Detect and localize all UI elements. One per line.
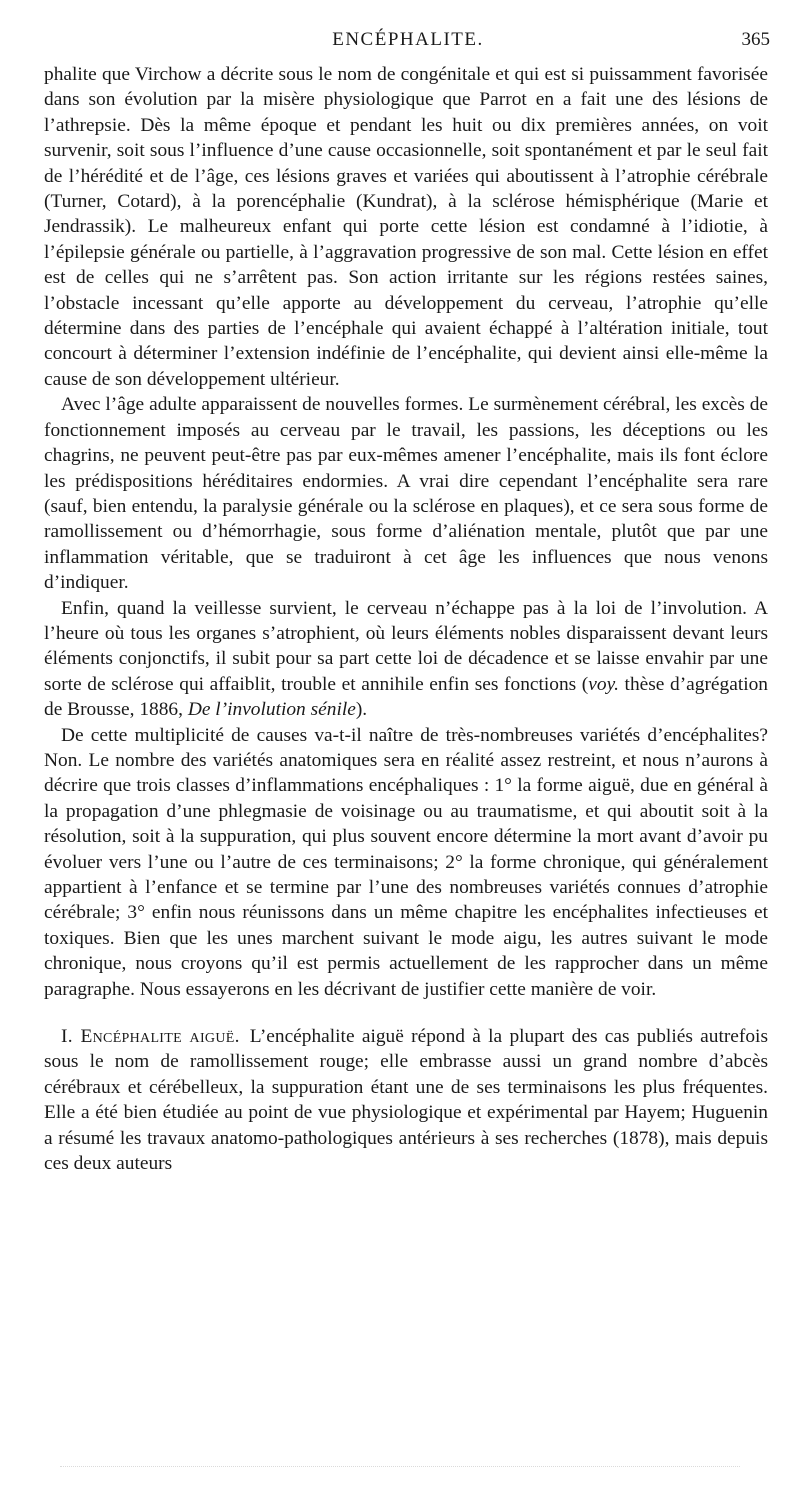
citation-voy: voy. bbox=[588, 673, 619, 695]
paragraph-continuation: phalite que Virchow a décrite sous le nom de congénitale et qui est si puissamment favorisée dans son évolution par la misère physiologique que Parrot en a fait une des lésions de l’athrepsie. Dès la même époque et pendant les huit ou dix premières années, on voit survenir, soit sous l’influence d’une cause occasionnelle, soit spontanément et par le seul fait de l’hérédité et de l’âge, ces lésions graves et variées qui aboutissent à l’atrophie cérébrale (Turner, Cotard), à la porencéphalie (Kundrat), à la sclérose hémisphérique (Marie et Jendrassik). Le malheureux enfant qui porte cette lésion est condamné à l’idiotie, à l’épilepsie générale ou partielle, à l’aggravation progressive de son mal. Cette lésion en effet est de celles qui ne s’arrêtent pas. Son action irritante sur les régions restées saines, l’obstacle incessant qu’elle apporte au développement du cerveau, l’atrophie qu’elle détermine dans des parties de l’encéphale qui avaient échappé à l’altération initiale, tout concourt à déterminer l’extension indéfinie de l’encéphalite, qui devient ainsi elle-même la cause de son développement ultérieur. bbox=[44, 64, 768, 390]
paragraph-adult-age: Avec l’âge adulte apparaissent de nouvelles formes. Le surmènement cérébral, les excès de fonctionnement imposés au cerveau par le travail, les passions, les déceptions ou les chagrins, ne peuvent peut-être pas par eux-mêmes amener l’encéphalite, mais ils font éclore les prédispositions héréditaires endormies. A vrai dire cependant l’encéphalite sera rare (sauf, bien entendu, la paralysie générale ou la sclérose en plaques), et ce sera sous forme de ramollissement ou d’hémorrhagie, sous forme d’aliénation mentale, plutôt que par une inflammation véritable, que se traduiront à cet âge les influences que nous venons d’indiquer. bbox=[44, 394, 768, 594]
paragraph-varieties: De cette multiplicité de causes va-t-il naître de très-nombreuses variétés d’encéphalites? Non. Le nombre des variétés anatomiques sera en réalité assez restreint, et nous n’aurons à décrire que trois classes d’inflammations encéphaliques : 1° la forme aiguë, due en général à la propagation d’une phlegmasie de voisinage ou au traumatisme, et qui aboutit soit à la résolution, soit à la suppuration, qui plus souvent encore détermine la mort avant d’avoir pu évoluer vers l’une ou l’autre de ces terminaisons; 2° la forme chronique, qui généralement appartient à l’enfance et se termine par l’une des nombreuses variétés connues d’atrophie cérébrale; 3° enfin nous réunissons dans un même chapitre les encéphalites infectieuses et toxiques. Bien que les unes marchent suivant le mode aigu, les autres suivant le mode chronique, nous croyons qu’il est permis actuellement de les rapprocher dans un même paragraphe. Nous essayerons en les décrivant de justifier cette manière de voir. bbox=[44, 724, 768, 1000]
citation-close: ). bbox=[355, 699, 368, 721]
citation-title: De l’involution sénile bbox=[187, 699, 356, 721]
section-acute-encephalitis bbox=[44, 1024, 768, 1176]
citation-text: thèse d’agrégation de Brousse, 1886, bbox=[44, 673, 768, 721]
paragraph-old-age bbox=[44, 596, 768, 723]
section-spacer bbox=[44, 1002, 768, 1024]
running-header bbox=[44, 28, 772, 52]
section-text: L’encéphalite aiguë répond à la plupart des cas publiés autrefois sous le nom de ramollissement rouge; elle embrasse aussi un grand nombre d’abcès cérébraux et cérébelleux, la suppuration étant une de ses terminaisons les plus fréquentes. Elle a été bien étudiée au point de vue physiologique et expérimental par Hayem; Huguenin a résumé les travaux anatomo-pathologiques antérieurs à ses recherches (1878), mais depuis ces deux auteurs bbox=[44, 1026, 768, 1175]
page-number: 365 bbox=[741, 29, 770, 50]
body-text bbox=[44, 62, 768, 1176]
section-heading: I. Encéphalite aiguë. bbox=[61, 1026, 240, 1048]
old-age-text: Enfin, quand la veillesse survient, le cerveau n’échappe pas à la loi de l’involution. A l’heure où tous les organes s’atrophient, où leurs éléments nobles disparaissent devant leurs éléments conjonctifs, il subit pour sa part cette loi de décadence et se laisse envahir par une sorte de sclérose qui affaiblit, trouble et annihile enfin ses fonctions ( bbox=[44, 597, 768, 695]
running-title: ENCÉPHALITE. bbox=[332, 29, 484, 50]
print-artifact-line bbox=[60, 1466, 740, 1470]
